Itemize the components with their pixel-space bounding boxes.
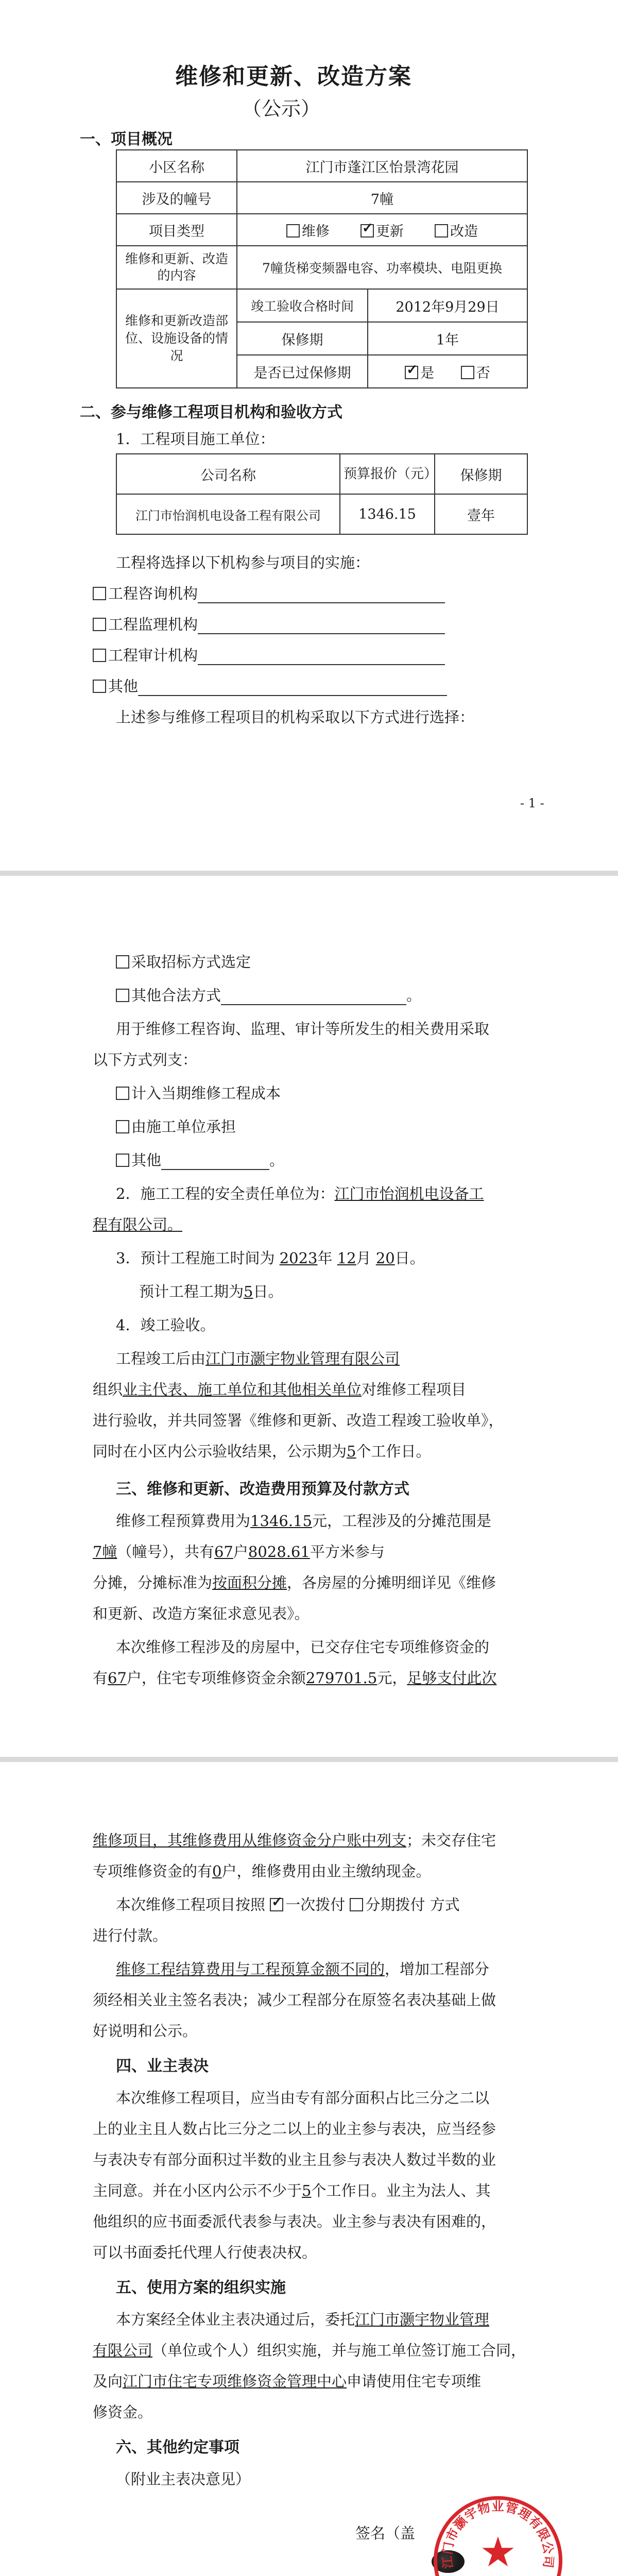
fee-option: 其他 。 — [116, 1149, 284, 1170]
section-2-heading: 二、参与维修工程项目机构和验收方式 — [80, 403, 342, 421]
page-number: - 1 - — [520, 796, 544, 810]
checkbox-fee-other[interactable] — [116, 1154, 129, 1167]
acceptance-line-3: 进行验收，并共同签署《维修和更新、改造工程竣工验收单》， — [93, 1412, 504, 1429]
text: 户 — [233, 1543, 248, 1561]
item-1-text: 1．工程项目施工单位： — [116, 430, 275, 448]
checkbox-audit[interactable] — [93, 649, 106, 662]
budget-amount: 1346.15 — [250, 1512, 312, 1530]
vote-line-2: 上的业主且人数占比三分之二以上的业主参与表决，应当经参 — [93, 2120, 496, 2138]
checkbox-yes-checked[interactable] — [405, 366, 418, 379]
checkbox-installment[interactable] — [350, 1898, 363, 1911]
item-4-text: 4．竣工验收。 — [116, 1316, 215, 1334]
diff-line-2: 须经相关业主签名表决；减少工程部分在原签名表决基础上做 — [93, 1991, 496, 2009]
contractor-table — [116, 453, 528, 535]
document-title: 维修和更新、改造方案 — [175, 63, 412, 90]
section-4-heading: 四、业主表决 — [116, 2057, 209, 2075]
fill-line — [138, 680, 447, 696]
text: 个工作日。业主为法人、其 — [311, 2182, 491, 2199]
fund-line-2 — [93, 1860, 431, 1881]
text: 日。 — [253, 1283, 283, 1300]
paid-household-count: 67 — [108, 1669, 127, 1687]
period-line — [139, 1280, 283, 1301]
payment-line-2: 进行付款。 — [93, 1927, 168, 1944]
safety-unit-cont: 程有限公司。 — [93, 1216, 183, 1233]
text: 及向 — [93, 2372, 123, 2390]
row-label: 涉及的幢号 — [116, 182, 237, 214]
text: 元，工程涉及的分摊范围是 — [312, 1512, 491, 1530]
vote-line-6: 可以书面委托代理人行使表决权。 — [93, 2244, 317, 2261]
checkbox-update-checked[interactable] — [360, 224, 374, 238]
official-seal-stamp — [434, 2496, 562, 2576]
option-label: 改造 — [450, 223, 478, 240]
document-subtitle: （公示） — [242, 97, 321, 120]
section-1-heading: 一、项目概况 — [80, 130, 173, 148]
fee-intro-line2: 以下方式列支： — [93, 1051, 198, 1069]
option-label: 工程咨询机构 — [108, 585, 198, 602]
select-intro: 工程将选择以下机构参与项目的实施： — [116, 554, 370, 571]
text: 申请使用住宅专项维 — [347, 2372, 482, 2390]
checkbox-other-method[interactable] — [116, 989, 129, 1002]
svg-text:江门市灏宇物业管理有限公司: 江门市灏宇物业管理有限公司 — [440, 2500, 556, 2569]
budget-line-4: 和更新、改造方案征求意见表》。 — [93, 1605, 310, 1622]
text: 分摊，分摊标准为 — [93, 1574, 213, 1591]
checkbox-lump-sum-checked[interactable] — [270, 1898, 283, 1911]
contractor-warranty: 壹年 — [435, 494, 527, 534]
warranty-expired-options — [368, 355, 527, 388]
text: 预计工程工期为 — [139, 1283, 244, 1300]
start-year: 2023 — [279, 1249, 318, 1267]
fund-line-1 — [93, 1829, 496, 1850]
fill-line — [221, 989, 406, 1005]
text-underlined: 维修项目，其维修费用从维修资金分户账中列支 — [93, 1832, 407, 1849]
budget-price: 1346.15 — [340, 494, 435, 534]
sub-label: 竣工验收合格时间 — [237, 289, 368, 322]
text: 专项维修资金的有 — [93, 1862, 213, 1880]
text: 维修工程预算费用为 — [116, 1512, 251, 1530]
org-option — [93, 613, 445, 634]
star-icon: ★ — [479, 2528, 517, 2576]
option-label: 分期拨付 — [365, 1896, 425, 1913]
text: 个工作日。 — [356, 1443, 431, 1460]
text: 户，维修费用由业主缴纳现金。 — [221, 1862, 431, 1880]
period-days: 5 — [244, 1283, 253, 1300]
page-1 — [0, 0, 618, 871]
option-label: 计入当期维修工程成本 — [131, 1084, 281, 1102]
text: 本次维修工程项目按照 — [116, 1896, 266, 1913]
option-label: 一次拨付 — [285, 1896, 346, 1913]
safety-line — [116, 1182, 484, 1204]
option-label: 工程监理机构 — [108, 616, 198, 633]
vote-line-5: 他组织的应书面委派代表参与表决。业主参与表决有困难的， — [93, 2213, 496, 2230]
unpaid-household-count: 0 — [212, 1862, 222, 1880]
row-label: 项目类型 — [116, 214, 237, 246]
text: 本方案经全体业主表决通过后，委托 — [116, 2311, 355, 2328]
share-standard: 按面积分摊 — [212, 1574, 287, 1591]
fill-line — [161, 1154, 269, 1170]
repair-content: 7幢货梯变频器电容、功率模块、电阻更换 — [237, 246, 527, 289]
acceptance-line-1 — [116, 1347, 400, 1368]
community-name: 江门市蓬江区怡景湾花园 — [237, 150, 527, 182]
org-line-4: 修资金。 — [93, 2403, 153, 2421]
text: （幢号），共有 — [117, 1543, 214, 1561]
sub-label: 保修期 — [237, 322, 368, 355]
option-label: 其他 — [131, 1151, 162, 1169]
text-underlined: 足够支付此次 — [407, 1669, 497, 1687]
header-price: 预算报价（元） — [340, 454, 435, 494]
project-overview-table — [116, 149, 528, 388]
option-label: 由施工单位承担 — [131, 1118, 236, 1136]
section-3-heading: 三、维修和更新、改造费用预算及付款方式 — [116, 1480, 409, 1498]
signature-label: 签名（盖 — [355, 2524, 416, 2542]
other-method-option: 其他合法方式 。 — [116, 984, 421, 1005]
text: 组织 — [93, 1381, 123, 1398]
implementing-org: 江门市灏宇物业管理 — [355, 2311, 490, 2328]
row-label: 维修和更新改造部位、设施设备的情况 — [116, 289, 237, 388]
org-line-3 — [93, 2370, 481, 2391]
text-underlined: 维修工程结算费用与工程预算金额不同的 — [116, 1960, 385, 1978]
fill-line — [198, 649, 445, 665]
fill-line — [198, 587, 445, 603]
vote-publicity-days: 5 — [302, 2182, 312, 2199]
budget-line-5: 本次维修工程涉及的房屋中，已交存住宅专项维修资金的 — [116, 1638, 490, 1656]
contractor-name: 江门市怡润机电设备工程有限公司 — [116, 494, 340, 534]
text: 2．施工工程的安全责任单位为： — [116, 1185, 335, 1202]
acceptance-date: 2012年9月29日 — [368, 289, 527, 322]
option-label: 更新 — [376, 223, 404, 240]
option-label: 其他 — [108, 677, 139, 695]
row-label: 小区名称 — [116, 150, 237, 182]
checkbox-consulting[interactable] — [93, 587, 106, 600]
publicity-days: 5 — [347, 1443, 356, 1460]
checkbox-other-org[interactable] — [93, 680, 106, 693]
fee-option — [116, 1082, 281, 1103]
text: 3．预计工程施工时间为 — [116, 1249, 275, 1267]
text: 工程竣工后由 — [116, 1350, 206, 1367]
fill-line — [198, 618, 445, 634]
fund-balance: 279701.5 — [305, 1669, 377, 1687]
text: （单位或个人）组织实施，并与施工单位签订施工合同， — [152, 2342, 526, 2359]
bid-option — [116, 951, 251, 972]
header-warranty: 保修期 — [435, 454, 527, 494]
text: 有 — [93, 1669, 108, 1687]
checkbox-no[interactable] — [461, 366, 474, 379]
checkbox-renovate[interactable] — [435, 224, 448, 238]
text: 对维修工程项目 — [362, 1381, 467, 1398]
org-line-1 — [116, 2308, 489, 2329]
checkbox-repair[interactable] — [286, 224, 300, 238]
page-2 — [0, 876, 618, 1757]
share-building: 7幢 — [93, 1543, 117, 1561]
text: 月 — [356, 1249, 371, 1267]
acceptance-line-2 — [93, 1378, 466, 1399]
budget-line-3 — [93, 1571, 496, 1592]
start-month: 12 — [337, 1249, 356, 1267]
fee-option — [116, 1115, 236, 1137]
text: 元， — [377, 1669, 407, 1687]
household-count: 67 — [214, 1543, 233, 1561]
checkbox-fee-cost[interactable] — [116, 1087, 129, 1100]
budget-line-2 — [93, 1540, 385, 1562]
option-label: 否 — [476, 365, 490, 381]
text: ，增加工程部分 — [385, 1960, 490, 1978]
org-option — [93, 675, 447, 696]
checkbox-fee-contractor[interactable] — [116, 1120, 129, 1133]
budget-line-6 — [93, 1667, 496, 1688]
vote-line-1: 本次维修工程项目，应当由专有部分面积占比三分之二以 — [116, 2089, 490, 2107]
text: 主同意。并在小区内公示不少于 — [93, 2182, 302, 2199]
text: 同时在小区内公示验收结果，公示期为 — [93, 1443, 347, 1460]
acceptance-line-4 — [93, 1440, 431, 1461]
option-label: 是 — [420, 365, 435, 381]
row-label: 维修和更新、改造的内容 — [116, 246, 237, 289]
option-label: 工程审计机构 — [108, 647, 198, 664]
org-option — [93, 644, 445, 665]
attachment-note: （附业主表决意见） — [116, 2470, 251, 2488]
safety-unit: 江门市怡润机电设备工 — [334, 1185, 484, 1202]
start-day: 20 — [375, 1249, 395, 1267]
text: 户，住宅专项维修资金余额 — [126, 1669, 306, 1687]
method-intro: 上述参与维修工程项目的机构采取以下方式进行选择： — [116, 708, 475, 726]
start-time-line — [116, 1247, 425, 1268]
text: 平方米参与 — [310, 1543, 385, 1561]
project-type-options — [237, 214, 527, 246]
diff-line-1 — [116, 1958, 489, 1979]
text: ；未交存住宅 — [406, 1832, 496, 1849]
page-3 — [0, 1762, 618, 2576]
section-6-heading: 六、其他约定事项 — [116, 2438, 239, 2456]
org-line-2 — [93, 2339, 526, 2360]
acceptance-participants: 业主代表、施工单位和其他相关单位 — [123, 1381, 362, 1398]
option-label: 其他合法方式 — [131, 987, 221, 1004]
org-option — [93, 582, 445, 603]
fund-center: 江门市住宅专项维修资金管理中心 — [123, 2372, 347, 2390]
option-label: 维修 — [301, 223, 330, 240]
building-number: 7幢 — [237, 182, 527, 214]
fee-intro-line1: 用于维修工程咨询、监理、审计等所发生的相关费用采取 — [116, 1020, 490, 1038]
text: 年 — [317, 1249, 333, 1267]
sub-label: 是否已过保修期 — [237, 355, 368, 388]
checkbox-bid[interactable] — [116, 955, 129, 969]
header-company: 公司名称 — [116, 454, 340, 494]
vote-line-3: 与表决专有部分面积过半数的业主且参与表决人数过半数的业 — [93, 2151, 496, 2168]
warranty-period: 1年 — [368, 322, 527, 355]
text: 日。 — [394, 1249, 425, 1267]
checkbox-supervision[interactable] — [93, 618, 106, 631]
vote-line-4 — [93, 2179, 490, 2200]
implementing-org-cont: 有限公司 — [93, 2342, 153, 2359]
diff-line-3: 好说明和公示。 — [93, 2022, 198, 2040]
text: 方式 — [430, 1896, 460, 1913]
option-label: 采取招标方式选定 — [131, 953, 251, 971]
section-5-heading: 五、使用方案的组织实施 — [116, 2279, 286, 2297]
budget-line-1 — [116, 1510, 491, 1531]
share-area: 8028.61 — [248, 1543, 310, 1561]
text: ，各房屋的分摊明细详见《维修 — [287, 1574, 496, 1591]
payment-line — [116, 1893, 460, 1914]
acceptance-org: 江门市灏宇物业管理有限公司 — [205, 1350, 400, 1367]
